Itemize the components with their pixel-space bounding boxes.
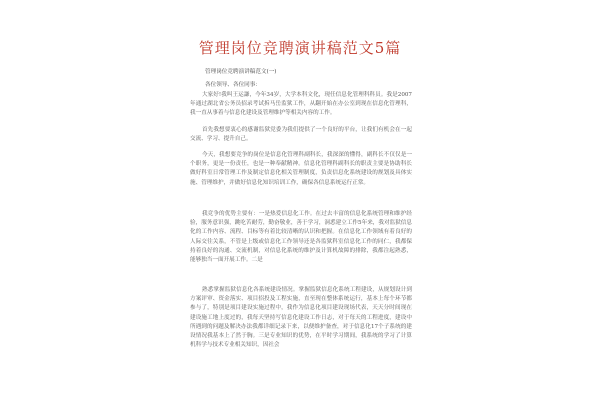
paragraph: 大家好!我叫王运謙，今年34岁，大学本科文化，现任信息化管理科科员。我是2007年通过湖北省公务员招录考试拆马岳监狱工作，从翻开始在办公室到现在信息化管理科，我一直从事着与信息化建设及管理维护等相关内容的工作。 (190, 92, 412, 117)
paragraph: 熟悉掌握监狱信息化各系统建设情况。掌握监狱信息化系统工程建设，从规划设计到方案评审、资金落实、项目招投及工程实施，直至现在整体系统运行，基本上每个环节都参与了，特别是项目建设实施过程中，我作为信息化项目建设现场代表，天天分时间现在建设施工地上度过的，我每天坚持写信息化建设工作日志，对于每天的工程进度，建设中所遇到的问题及解决办法我都详细记录下来，以便维护备查，对于信息化17个子系统的建设情况我基本上了然于胸。三是专业知识的优势，在平时学习期间，我系统的学习了计算机科学与技术专业相关知识，因社会 (190, 287, 412, 349)
paragraph: 今天，我想要竞争的岗位是信息化管理科副科长，我深深的懂得，副科长不仅仅是一个职务，更是一份责任，也是一种奉献精神。信息化管理科副科长的职责主要是协助科长做好科室日常管理工作及制定信息化相关管理制度，负责信息化系统建设的规划及具体实施、管理维护，并做好信息化知识培训工作，确保各信息系统运行正常。 (190, 152, 412, 186)
document-title: 管理岗位竞聘演讲稿范文5篇 (198, 39, 402, 57)
paragraph: 首先我想要衷心的感谢监狱党委为我们提供了一个良好的平台，让我们有机会在一起交流、学习、提升自己。 (190, 127, 412, 143)
paragraph: 我竞争的优势主要有：一是热爱信息化工作。在过去丰富的信息化系统管理和维护经验，服务意识强，跳吃苦耐劳，勤奋敬业，善于学习，洞悉建立工作5年来，我对监狱信息化的工作内容、流程、目标等有着比较清晰的认识和把握。在信息化工作领域有着良好的人际交往关系，不管是上级或信息化工作领导还是各监狱科室信息化工作的同仁，我都保持着良好的沟通、交流机制，对信息化系统的维护及计算机故障的排除，我都注起熟悉，能够独当一面开展工作。二是 (190, 211, 412, 264)
salutation: 各位领导、各位同事： (205, 82, 261, 88)
document-subtitle: 管理岗位竞聘演讲稿范文(一) (205, 69, 277, 75)
